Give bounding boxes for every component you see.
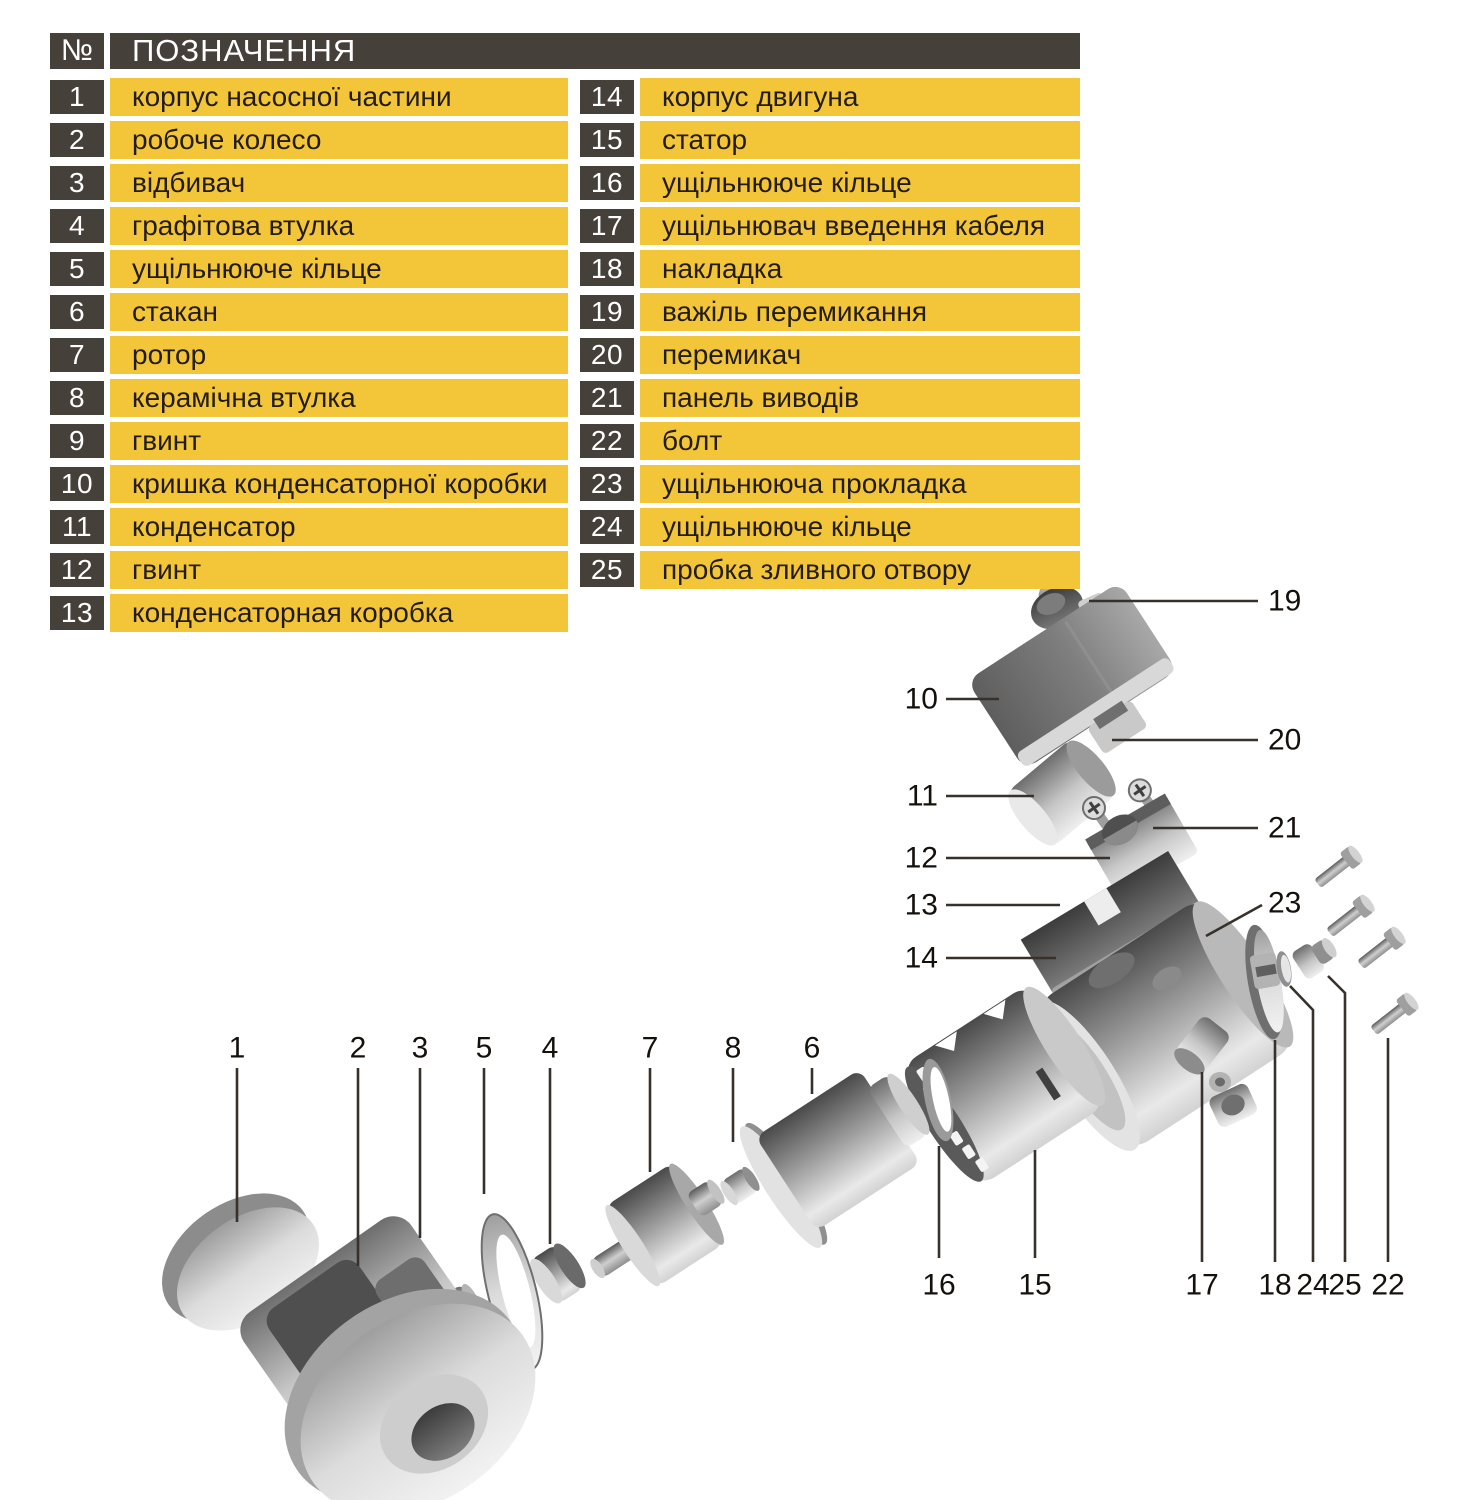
table-row-number: 21 xyxy=(580,381,634,415)
callout-number-19: 19 xyxy=(1268,584,1302,618)
callout-number-14: 14 xyxy=(904,941,938,975)
callout-line-25 xyxy=(1328,976,1345,1262)
table-row-number: 19 xyxy=(580,295,634,329)
table-row-number: 2 xyxy=(50,123,104,157)
table-row-label: робоче колесо xyxy=(110,121,568,159)
part-bolt xyxy=(1311,843,1365,892)
callout-number-2: 2 xyxy=(349,1031,367,1065)
table-row-label: конденсатор xyxy=(110,508,568,546)
table-row-label: корпус двигуна xyxy=(640,78,1080,116)
table-row-label: ущільнююче кільце xyxy=(640,164,1080,202)
part-bolt xyxy=(1323,892,1377,941)
callout-number-17: 17 xyxy=(1185,1268,1219,1302)
callout-number-8: 8 xyxy=(724,1031,742,1065)
table-row-number: 17 xyxy=(580,209,634,243)
table-row-label: відбивач xyxy=(110,164,568,202)
part-bolt xyxy=(1354,924,1408,973)
table-row-label: корпус насосної частини xyxy=(110,78,568,116)
table-row-number: 4 xyxy=(50,209,104,243)
callout-number-18: 18 xyxy=(1258,1268,1292,1302)
table-row-number: 13 xyxy=(50,596,104,630)
part-drain-plug xyxy=(1290,932,1342,981)
table-row-label: статор xyxy=(640,121,1080,159)
callout-number-16: 16 xyxy=(922,1268,956,1302)
table-row-number: 11 xyxy=(50,510,104,544)
callout-number-3: 3 xyxy=(411,1031,429,1065)
callout-number-22: 22 xyxy=(1371,1268,1405,1302)
table-row-label: пробка зливного отвору xyxy=(640,551,1080,589)
table-row-label: гвинт xyxy=(110,422,568,460)
table-row-number: 10 xyxy=(50,467,104,501)
table-row-number: 24 xyxy=(580,510,634,544)
callout-number-21: 21 xyxy=(1268,811,1302,845)
table-row-label: кришка конденсаторної коробки xyxy=(110,465,568,503)
part-rotor xyxy=(567,1149,746,1312)
callout-number-20: 20 xyxy=(1268,723,1302,757)
table-row-label: ротор xyxy=(110,336,568,374)
table-row-label: графітова втулка xyxy=(110,207,568,245)
table-row-number: 25 xyxy=(580,553,634,587)
callout-line-24 xyxy=(1290,986,1313,1262)
table-row-number: 5 xyxy=(50,252,104,286)
table-row-label: болт xyxy=(640,422,1080,460)
callout-number-1: 1 xyxy=(228,1031,246,1065)
callout-number-4: 4 xyxy=(541,1031,559,1065)
callout-number-13: 13 xyxy=(904,888,938,922)
table-row-number: 20 xyxy=(580,338,634,372)
table-row-number: 18 xyxy=(580,252,634,286)
table-row-label: важіль перемикання xyxy=(640,293,1080,331)
callout-number-6: 6 xyxy=(803,1031,821,1065)
table-row-number: 1 xyxy=(50,80,104,114)
callout-number-12: 12 xyxy=(904,841,938,875)
table-row-number: 22 xyxy=(580,424,634,458)
callout-number-15: 15 xyxy=(1018,1268,1052,1302)
callout-number-11: 11 xyxy=(906,779,938,813)
callout-number-25: 25 xyxy=(1328,1268,1362,1302)
table-header-name: ПОЗНАЧЕННЯ xyxy=(110,33,1080,69)
callout-number-23: 23 xyxy=(1268,886,1302,920)
part-bolt xyxy=(1367,990,1421,1039)
table-row-number: 14 xyxy=(580,80,634,114)
table-row-label: перемикач xyxy=(640,336,1080,374)
table-header-number: № xyxy=(50,33,104,69)
table-row-number: 16 xyxy=(580,166,634,200)
table-row-number: 3 xyxy=(50,166,104,200)
table-row-label: ущільнювач введення кабеля xyxy=(640,207,1080,245)
table-row-number: 8 xyxy=(50,381,104,415)
callout-number-10: 10 xyxy=(904,682,938,716)
callout-number-24: 24 xyxy=(1296,1268,1330,1302)
callout-number-7: 7 xyxy=(641,1031,659,1065)
table-row-label: панель виводів xyxy=(640,379,1080,417)
table-row-number: 9 xyxy=(50,424,104,458)
table-row-label: ущільнююча прокладка xyxy=(640,465,1080,503)
table-row-label: накладка xyxy=(640,250,1080,288)
table-row-number: 23 xyxy=(580,467,634,501)
table-row-label: гвинт xyxy=(110,551,568,589)
table-row-label: стакан xyxy=(110,293,568,331)
table-row-number: 7 xyxy=(50,338,104,372)
callout-number-5: 5 xyxy=(475,1031,493,1065)
table-row-label: ущільнююче кільце xyxy=(640,508,1080,546)
table-row-label: ущільнююче кільце xyxy=(110,250,568,288)
table-row-label: керамічна втулка xyxy=(110,379,568,417)
table-row-number: 12 xyxy=(50,553,104,587)
table-row-label: конденсаторная коробка xyxy=(110,594,568,632)
table-row-number: 6 xyxy=(50,295,104,329)
table-row-number: 15 xyxy=(580,123,634,157)
